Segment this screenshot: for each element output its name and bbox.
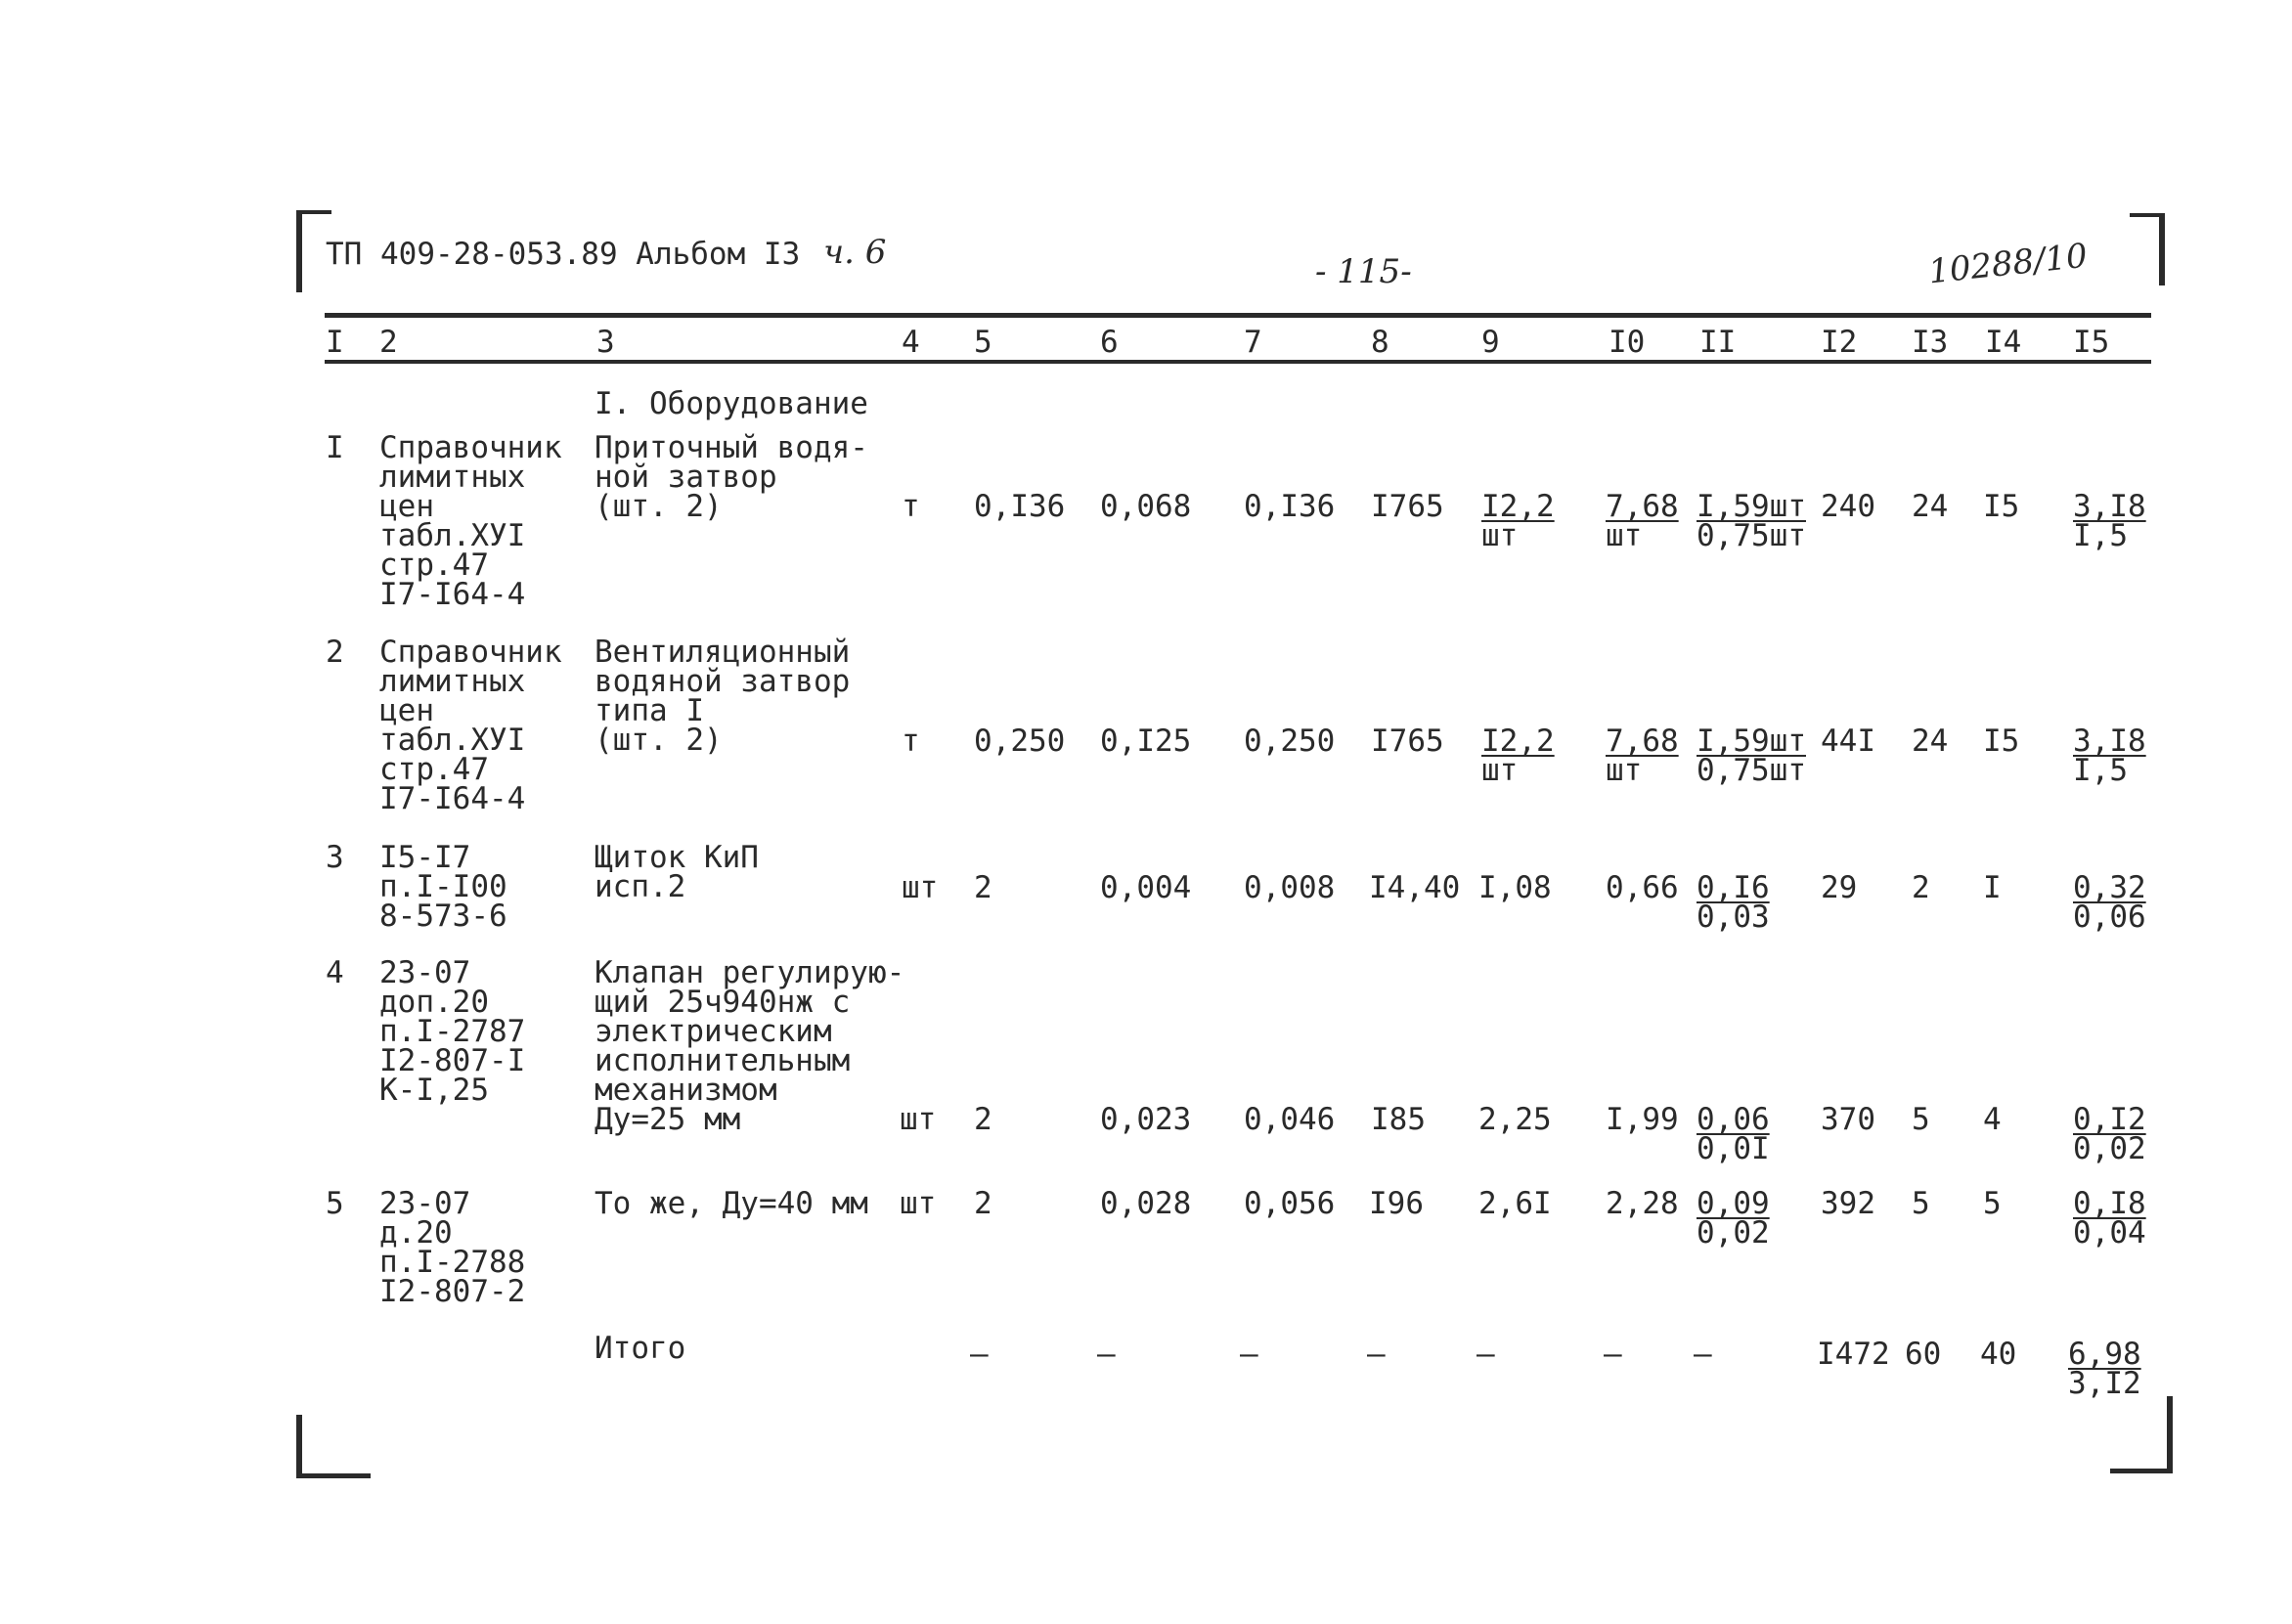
row-col10: 0,66 [1606,870,1679,905]
row-col12: 240 [1821,489,1875,524]
column-number: I2 [1821,325,1858,360]
total-col13: 60 [1905,1337,1942,1372]
row-col10: 7,68 шт [1606,724,1679,788]
corner-mark-bottom-right [2110,1396,2173,1473]
row-col10: 2,28 [1606,1186,1679,1221]
row-col6: 0,004 [1100,870,1192,905]
row-source: 23-07 доп.20 п.I-2787 I2-807-I К-I,25 [379,955,526,1108]
row-unit: шт [900,1102,937,1137]
row-col5: 0,250 [974,724,1066,759]
row-col9: 2,25 [1478,1102,1552,1137]
row-name: То же, Ду=40 мм [595,1186,868,1221]
row-col14: I [1983,870,2002,905]
row-col12: 370 [1821,1102,1875,1137]
row-col15: $\frac{3,I8}{I,5}$ [2073,724,2146,788]
total-label: Итого [595,1331,686,1366]
row-col15: $\frac{0,I2}{0,02}$ [2073,1102,2146,1166]
table-header-rule [325,360,2151,364]
corner-mark-top-right [2130,213,2165,285]
row-col9: I2,2 шт [1481,489,1555,553]
total-col14: 40 [1980,1337,2017,1372]
row-number: 5 [326,1186,344,1221]
row-col13: 24 [1912,489,1949,524]
section-title: I. Оборудование [595,386,868,421]
row-col9: 2,6I [1478,1186,1552,1221]
row-col8: I4,40 [1369,870,1461,905]
row-name: Клапан регулирую- щий 25ч940нж с электрическим исполнительным механизмом Ду=25 мм [595,955,905,1137]
row-col13: 2 [1912,870,1930,905]
row-unit: т [902,724,920,759]
column-number: I0 [1609,325,1646,360]
row-col10: I,99 [1606,1102,1679,1137]
row-col12: 44I [1821,724,1875,759]
total-dash: – [1477,1337,1495,1372]
column-number: 8 [1371,325,1389,360]
row-col7: 0,250 [1244,724,1336,759]
row-col15: $\frac{0,I8}{0,04}$ [2073,1186,2146,1251]
column-number: I5 [2073,325,2110,360]
row-col11: $\frac{0,06}{0,0I}$ [1697,1102,1770,1166]
row-col5: 2 [974,1186,992,1221]
row-source: Справочник лимитных цен табл.ХУI стр.47 I7-I64-4 [379,635,562,816]
row-col15: $\frac{0,32}{0,06}$ [2073,870,2146,935]
row-col8: I765 [1371,489,1444,524]
total-col15: $\frac{6,98}{3,I2}$ [2068,1337,2141,1401]
table-top-rule [325,313,2151,318]
row-col14: 5 [1983,1186,2002,1221]
row-col7: 0,056 [1244,1186,1336,1221]
total-dash: – [1240,1337,1258,1372]
row-name: Приточный водя- ной затвор (шт. 2) [595,430,868,524]
row-number: 3 [326,840,344,875]
row-source: Справочник лимитных цен табл.ХУI стр.47 I7-I64-4 [379,430,562,612]
row-col6: 0,023 [1100,1102,1192,1137]
row-col15: $\frac{3,I8}{I,5}$ [2073,489,2146,553]
row-col9: I2,2 шт [1481,724,1555,788]
row-col14: I5 [1983,724,2020,759]
row-col6: 0,I25 [1100,724,1192,759]
row-col14: I5 [1983,489,2020,524]
column-number: 5 [974,325,992,360]
document-code: ТП 409-28-053.89 Альбом I3 [326,237,801,272]
row-name: Щиток КиП исп.2 [595,840,759,904]
row-col13: 5 [1912,1186,1930,1221]
total-dash: – [1694,1337,1712,1372]
row-col5: 0,I36 [974,489,1066,524]
row-col11: $\frac{0,I6}{0,03}$ [1697,870,1770,935]
row-unit: шт [902,870,939,905]
total-dash: – [1604,1337,1622,1372]
column-number: 3 [596,325,615,360]
row-col12: 29 [1821,870,1858,905]
row-col11: I,59шт 0,75шт [1697,489,1806,553]
row-source: I5-I7 п.I-I00 8-573-6 [379,840,507,934]
row-col13: 5 [1912,1102,1930,1137]
total-col12: I472 [1817,1337,1890,1372]
row-col7: 0,046 [1244,1102,1336,1137]
row-number: 2 [326,635,344,670]
total-dash: – [1367,1337,1386,1372]
row-col8: I96 [1369,1186,1424,1221]
row-col11: I,59шт 0,75шт [1697,724,1806,788]
corner-mark-bottom-left [296,1415,371,1478]
column-number: 4 [902,325,920,360]
column-number: 9 [1481,325,1500,360]
row-source: 23-07 д.20 п.I-2788 I2-807-2 [379,1186,526,1309]
row-col6: 0,068 [1100,489,1192,524]
column-number: 6 [1100,325,1119,360]
column-number: I [326,325,344,360]
column-number: I4 [1985,325,2022,360]
row-col11: $\frac{0,09}{0,02}$ [1697,1186,1770,1251]
row-number: 4 [326,955,344,990]
row-col8: I85 [1371,1102,1426,1137]
row-col9: I,08 [1478,870,1552,905]
column-number: I3 [1912,325,1949,360]
row-unit: шт [900,1186,937,1221]
row-name: Вентиляционный водяной затвор типа I (шт. 2) [595,635,851,758]
row-col5: 2 [974,1102,992,1137]
column-number: 2 [379,325,398,360]
total-dash: – [970,1337,989,1372]
row-col8: I765 [1371,724,1444,759]
sheet-mark: 10288/10 [1926,236,2090,292]
row-col6: 0,028 [1100,1186,1192,1221]
row-col13: 24 [1912,724,1949,759]
row-col5: 2 [974,870,992,905]
row-col12: 392 [1821,1186,1875,1221]
page-number: - 115- [1315,252,1412,291]
row-col14: 4 [1983,1102,2002,1137]
column-number: II [1699,325,1737,360]
row-col7: 0,I36 [1244,489,1336,524]
row-col7: 0,008 [1244,870,1336,905]
row-unit: т [902,489,920,524]
row-col10: 7,68 шт [1606,489,1679,553]
row-number: I [326,430,344,465]
column-number: 7 [1244,325,1262,360]
total-dash: – [1097,1337,1116,1372]
document-part: ч. 6 [823,233,887,272]
